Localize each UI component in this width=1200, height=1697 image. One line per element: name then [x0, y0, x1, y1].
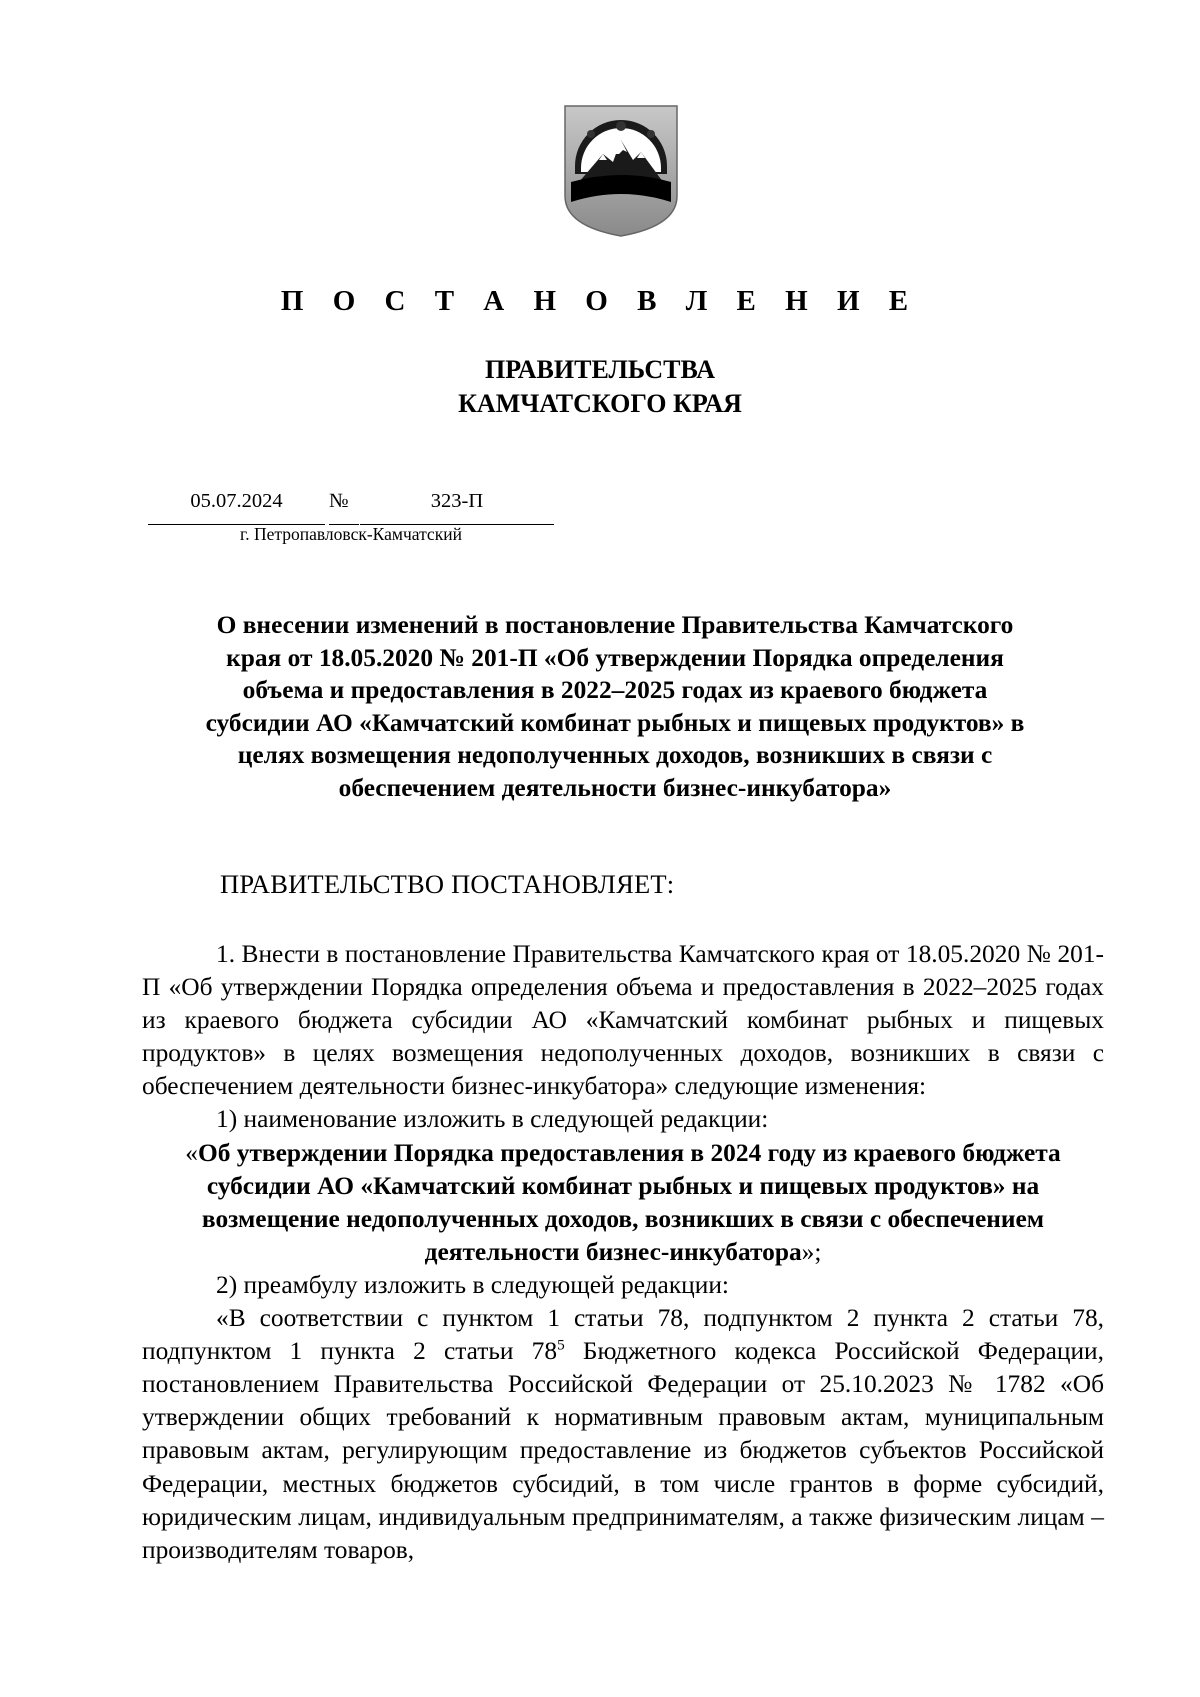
new-title-text: Об утверждении Порядка предоставления в 2024 году из краевого бюджета субсидии АО «Камчатский комбинат рыбных и пищевых продуктов» на возмещение недополученных доходов, возникших в связи с обеспечением деятельности бизнес-инкубатора [197, 1138, 1061, 1266]
preamble-text-a: «В соответствии с пунктом 1 статьи 78, подпунктом 2 пункта 2 статьи 78, подпунктом 1 пункта 2 статьи 78 [142, 1304, 1104, 1366]
document-date: 05.07.2024 [148, 490, 325, 525]
authority-line-2: КАМЧАТСКОГО КРАЯ [458, 389, 742, 418]
preamble-paragraph [142, 1302, 1104, 1567]
city-label: г. Петропавловск-Камчатский [240, 524, 462, 544]
document-body [142, 938, 1104, 1567]
authority-line-1: ПРАВИТЕЛЬСТВА [485, 355, 715, 384]
heading-line: целях возмещения недополученных доходов, возникших в связи с [237, 741, 993, 770]
paragraph-sub-1: 1) наименование изложить в следующей редакции: [216, 1105, 769, 1134]
document-heading [165, 609, 1065, 805]
decree-statement: ПРАВИТЕЛЬСТВО ПОСТАНОВЛЯЕТ: [220, 869, 675, 899]
heading-line: О внесении изменений в постановление Правительства Камчатского [216, 611, 1014, 639]
new-title-paragraph [142, 1137, 1104, 1269]
paragraph-item-1: 1. Внести в постановление Правительства Камчатского края от 18.05.2020 № 201-П «Об утверждении Порядка определения объема и предоставления в 2022–2025 годах из краевого бюджета субсидии АО «Камчатский комбинат рыбных и пищевых продуктов» в целях возмещения недополученных доходов, возникших в связи с обеспечением деятельности бизнес-инкубатора» следующие изменения: [142, 940, 1104, 1101]
preamble-text-b: Бюджетного кодекса Российской Федерации, постановлением Правительства Российской Федерации от 25.10.2023 № 1782 «Об утверждении общих требований к нормативным правовым актам, муниципальным правовым актам, регулирующим предоставление из бюджетов субъектов Российской Федерации, местных бюджетов субсидий, в том числе грантов в форме субсидий, юридическим лицам, индивидуальным предпринимателям, а также физическим лицам – производителям товаров, [142, 1337, 1104, 1564]
quote-close: »; [801, 1237, 822, 1266]
heading-line: края от 18.05.2020 № 201-П «Об утверждении Порядка определения [226, 643, 1004, 672]
number-sign: № [329, 490, 359, 525]
document-number: 323-П [360, 490, 554, 525]
heading-line: обеспечением деятельности бизнес-инкубатора» [338, 773, 892, 802]
quote-open: « [185, 1138, 198, 1167]
heading-line: объема и предоставления в 2022–2025 годах из краевого бюджета [242, 676, 988, 705]
paragraph-sub-2: 2) преамбулу изложить в следующей редакции: [216, 1270, 729, 1299]
kamchatka-coat-of-arms-icon [561, 104, 681, 238]
document-type-title: П О С Т А Н О В Л Е Н И Е [280, 285, 920, 317]
heading-line: субсидии АО «Камчатский комбинат рыбных и пищевых продуктов» в [205, 708, 1025, 737]
preamble-superscript: 5 [557, 1336, 565, 1354]
